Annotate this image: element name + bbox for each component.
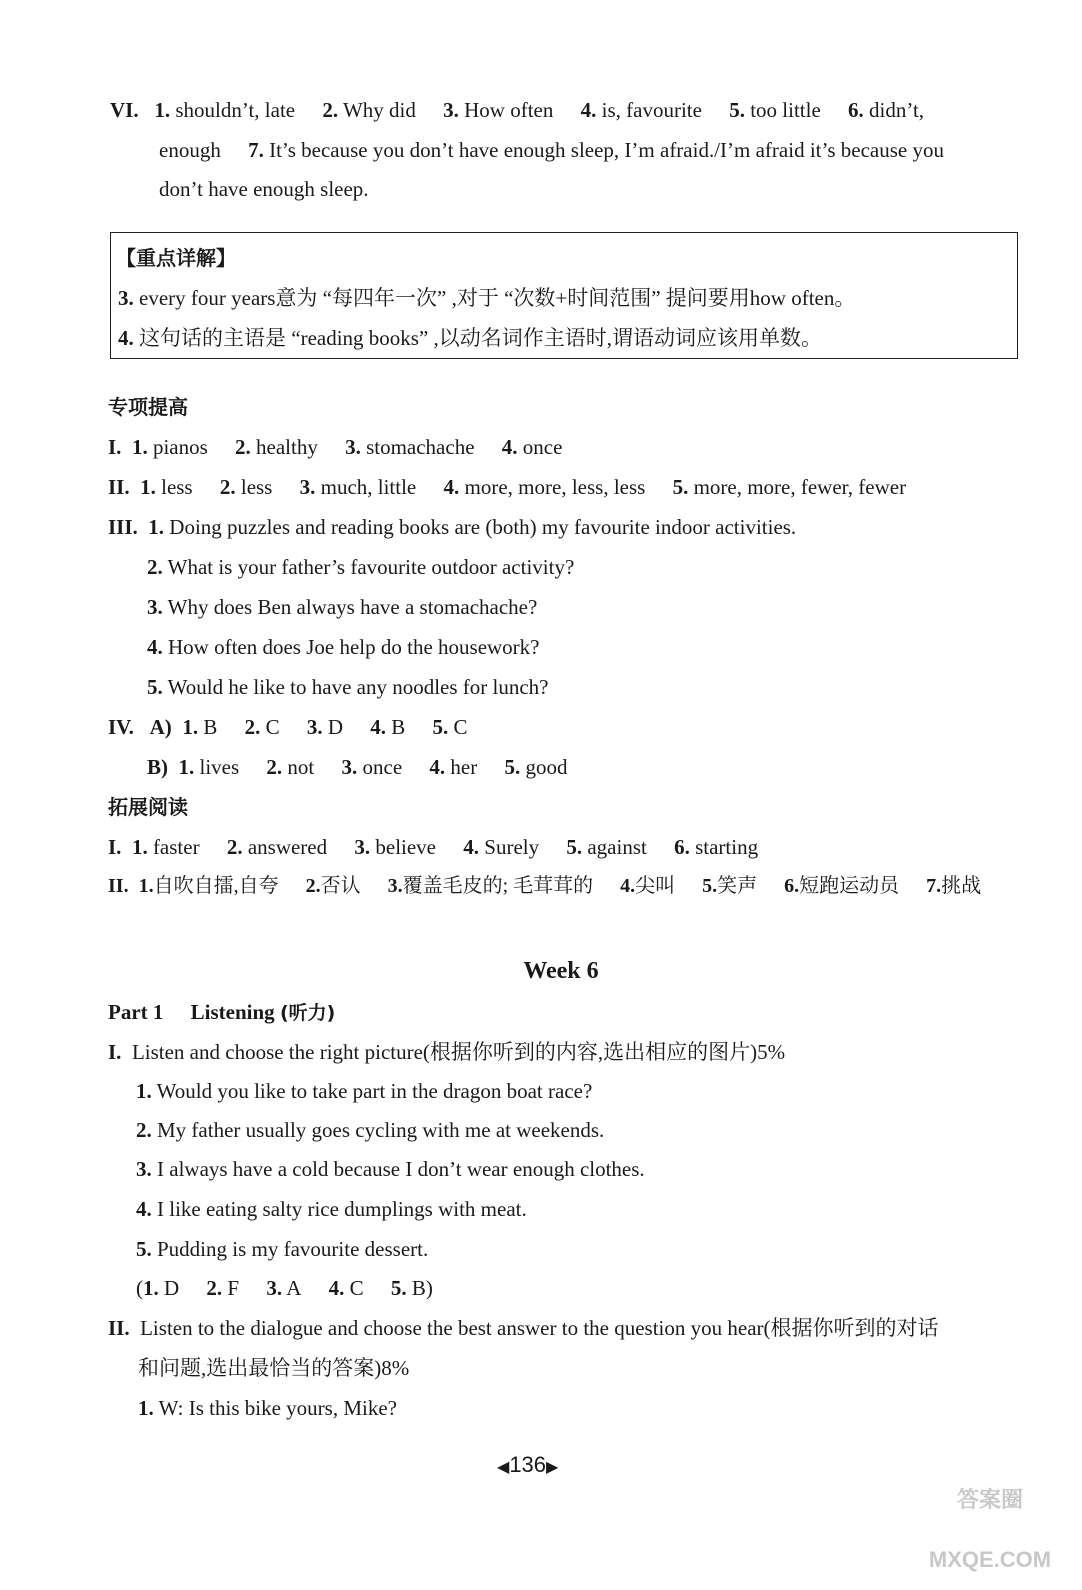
key-point-3 [118, 285, 855, 311]
item-number: 2. [305, 875, 321, 897]
vi-line-3 [159, 176, 369, 202]
answer-text: once [362, 755, 403, 779]
answer-text: 否认 [320, 875, 361, 897]
part-title-cn: (听力) [279, 1002, 336, 1024]
item-number: 1. [182, 715, 199, 739]
section-label: I. [108, 1040, 122, 1064]
vi-line-2 [159, 137, 944, 163]
answer-text: answered [247, 835, 328, 859]
vi-line-1 [110, 97, 924, 123]
answer-text: her [450, 755, 478, 779]
answer-text: How often does Joe help do the housework? [168, 635, 540, 659]
key-point-4 [118, 325, 822, 351]
item-number: 4. [620, 875, 636, 897]
item-number: 1. [131, 435, 148, 459]
zxtg-iv-b [147, 754, 568, 780]
item-number: 1. [148, 515, 165, 539]
answer-text: B [411, 1276, 426, 1300]
answer-text: A [286, 1276, 302, 1300]
answer-text: 自吹自擂,自夸 [153, 875, 279, 897]
item-number: 2. [266, 755, 283, 779]
item-number: 4. [147, 635, 163, 659]
item-number: 4. [443, 475, 460, 499]
instruction-text: Listen to the dialogue and choose the best answer to the question you hear(根据你听到的对话 [140, 1316, 939, 1340]
item-number: 4. [118, 326, 134, 350]
item-number: 6. [784, 875, 800, 897]
answer-text: F [227, 1276, 240, 1300]
answer-text: D [164, 1276, 180, 1300]
item-number: 3. [341, 755, 358, 779]
answer-text: pianos [152, 435, 208, 459]
answer-text: is, favourite [601, 98, 702, 122]
answer-text: starting [695, 835, 759, 859]
item-number: 1. [178, 755, 195, 779]
answer-text: didn’t, [869, 98, 925, 122]
item-number: 1. [138, 875, 154, 897]
answer-text: enough [159, 138, 221, 162]
answer-text: C [265, 715, 280, 739]
listening-i-heading [108, 1039, 785, 1065]
arrow-left-icon: ◀ [497, 1459, 510, 1476]
answer-text: not [287, 755, 315, 779]
answer-text: against [587, 835, 647, 859]
zxtg-i [108, 434, 562, 460]
instruction-text: 和问题,选出最恰当的答案)8% [138, 1356, 410, 1380]
part-title: Listening [190, 1000, 275, 1024]
section-label: IV. [108, 715, 134, 739]
section-label: II. [108, 1316, 130, 1340]
item-number: 6. [848, 98, 864, 122]
zxtg-iii-5 [147, 674, 549, 700]
item-number: 3. [136, 1157, 152, 1181]
item-number: 3. [266, 1276, 283, 1300]
answer-text: less [240, 475, 273, 499]
answer-text: 笑声 [717, 875, 758, 897]
listening-ii-1 [138, 1395, 397, 1421]
answer-text: stomachache [366, 435, 475, 459]
zxtg-iii-1 [108, 514, 796, 540]
item-number: 1. [154, 98, 171, 122]
answer-text: It’s because you don’t have enough sleep, I’m afraid./I’m afraid it’s because you [269, 138, 944, 162]
listening-i-2 [136, 1117, 604, 1143]
answer-text: good [525, 755, 568, 779]
answer-text: 短跑运动员 [799, 875, 900, 897]
item-number: 3. [306, 715, 323, 739]
answer-text: 挑战 [941, 875, 982, 897]
item-number: 1. [138, 1396, 154, 1420]
part-label: Part 1 [108, 1000, 164, 1024]
week-title: Week 6 [523, 958, 599, 984]
section-label: II. [108, 475, 130, 499]
vi-label: VI. [110, 98, 139, 122]
item-number: 4. [136, 1197, 152, 1221]
answer-text: B [391, 715, 406, 739]
listening-i-3 [136, 1156, 645, 1182]
answer-text: Why does Ben always have a stomachache? [167, 595, 538, 619]
section-label: I. [108, 835, 122, 859]
item-number: 5. [672, 475, 689, 499]
answer-text: What is your father’s favourite outdoor activity? [167, 555, 575, 579]
section-label: II. [108, 875, 129, 897]
bracket: ( [136, 1276, 143, 1300]
script-text: I like eating salty rice dumplings with meat. [157, 1197, 527, 1221]
answer-text: healthy [256, 435, 318, 459]
zxtg-iii-3 [147, 594, 537, 620]
item-number: 2. [322, 98, 339, 122]
item-number: 5. [566, 835, 583, 859]
item-number: 5. [504, 755, 521, 779]
listening-i-key [136, 1275, 433, 1301]
item-number: 2. [136, 1118, 152, 1142]
script-text: I always have a cold because I don’t wear enough clothes. [157, 1157, 645, 1181]
item-number: 1. [136, 1079, 152, 1103]
item-number: 3. [147, 595, 163, 619]
listening-ii-heading-1 [108, 1315, 939, 1341]
answer-text: shouldn’t, late [175, 98, 296, 122]
section-heading-zxtg: 专项提高 [108, 395, 188, 419]
section-label: I. [108, 435, 122, 459]
answer-text: more, more, fewer, fewer [693, 475, 907, 499]
item-number: 4. [328, 1276, 345, 1300]
key-points-title: 【重点详解】 [116, 246, 236, 270]
answer-text: Why did [342, 98, 416, 122]
item-number: 4. [429, 755, 446, 779]
section-heading-tzyd: 拓展阅读 [108, 795, 188, 819]
section-label: III. [108, 515, 138, 539]
answer-text: faster [152, 835, 200, 859]
item-number: 2. [235, 435, 251, 459]
item-number: 2. [219, 475, 236, 499]
tzyd-ii [108, 873, 981, 899]
subsection-label: B) [147, 755, 168, 779]
answer-text: Surely [484, 835, 540, 859]
answer-text: Doing puzzles and reading books are (both) my favourite indoor activities. [169, 515, 797, 539]
answer-text: once [522, 435, 563, 459]
listening-ii-heading-2 [138, 1355, 409, 1381]
zxtg-iii-2 [147, 554, 574, 580]
item-number: 3. [118, 286, 134, 310]
item-number: 5. [729, 98, 745, 122]
bracket: ) [425, 1276, 433, 1300]
answer-text: C [453, 715, 468, 739]
item-number: 5. [702, 875, 718, 897]
answer-text: less [161, 475, 193, 499]
page-number [497, 1452, 558, 1481]
page-number-text: 136 [509, 1452, 547, 1477]
answer-text: don’t have enough sleep. [159, 177, 369, 201]
subsection-label: A) [149, 715, 172, 739]
item-number: 2. [226, 835, 243, 859]
item-number: 7. [248, 138, 264, 162]
tzyd-i [108, 834, 758, 860]
answer-text: more, more, less, less [464, 475, 646, 499]
answer-text: C [349, 1276, 364, 1300]
part-heading [108, 999, 335, 1026]
listening-i-1 [136, 1078, 592, 1104]
answer-text: lives [199, 755, 240, 779]
item-number: 5. [432, 715, 449, 739]
instruction-text: Listen and choose the right picture(根据你听到的内容,选出相应的图片)5% [131, 1040, 786, 1064]
answer-text: B [203, 715, 218, 739]
explanation-text: 这句话的主语是 “reading books” ,以动名词作主语时,谓语动词应该用单数。 [139, 326, 823, 350]
answer-text: D [327, 715, 344, 739]
item-number: 5. [136, 1237, 152, 1261]
explanation-text: every four years意为 “每四年一次” ,对于 “次数+时间范围” 提问要用how often。 [139, 286, 856, 310]
item-number: 3. [354, 835, 371, 859]
item-number: 1. [131, 835, 148, 859]
item-number: 4. [501, 435, 518, 459]
item-number: 3. [345, 435, 361, 459]
answer-text: How often [464, 98, 554, 122]
script-text: My father usually goes cycling with me at weekends. [157, 1118, 605, 1142]
item-number: 1. [140, 475, 156, 499]
item-number: 4. [580, 98, 597, 122]
answer-text: believe [375, 835, 437, 859]
item-number: 3. [299, 475, 316, 499]
listening-i-5 [136, 1236, 428, 1262]
item-number: 3. [443, 98, 459, 122]
zxtg-ii [108, 474, 906, 500]
item-number: 3. [387, 875, 403, 897]
item-number: 2. [244, 715, 261, 739]
answer-text: 覆盖毛皮的; 毛茸茸的 [402, 875, 594, 897]
item-number: 5. [147, 675, 163, 699]
answer-text: 尖叫 [635, 875, 676, 897]
script-text: Would you like to take part in the dragon boat race? [156, 1079, 593, 1103]
answer-text: too little [750, 98, 821, 122]
script-text: W: Is this bike yours, Mike? [158, 1396, 397, 1420]
answer-text: Would he like to have any noodles for lunch? [167, 675, 549, 699]
item-number: 5. [390, 1276, 407, 1300]
item-number: 1. [143, 1276, 159, 1300]
item-number: 4. [370, 715, 387, 739]
listening-i-4 [136, 1196, 527, 1222]
answer-text: much, little [320, 475, 417, 499]
item-number: 6. [674, 835, 690, 859]
script-text: Pudding is my favourite dessert. [157, 1237, 429, 1261]
item-number: 2. [147, 555, 163, 579]
zxtg-iv-a [108, 714, 468, 740]
item-number: 4. [463, 835, 480, 859]
arrow-right-icon: ▶ [546, 1459, 559, 1476]
zxtg-iii-4 [147, 634, 540, 660]
item-number: 7. [926, 875, 942, 897]
item-number: 2. [206, 1276, 223, 1300]
watermark-logo: 答案圈 MXQE.COM [928, 1487, 1052, 1572]
